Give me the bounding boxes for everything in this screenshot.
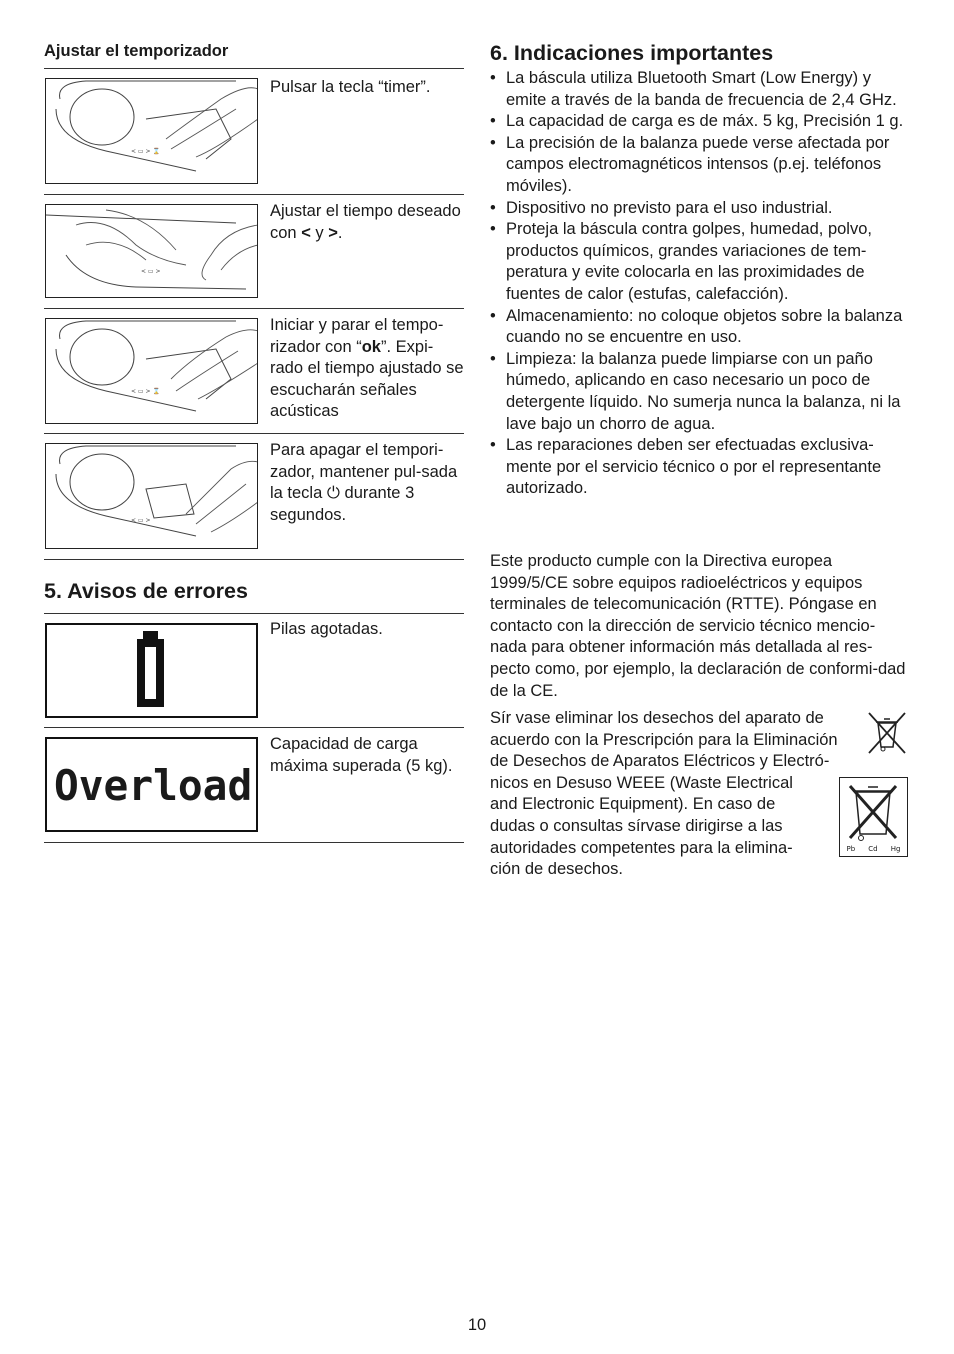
errors-heading: 5. Avisos de errores xyxy=(44,579,248,603)
error-2-description: Capacidad de carga máxima superada (5 kg). xyxy=(270,735,453,775)
page-number: 10 xyxy=(467,1316,487,1334)
weee-line: acuerdo con la Prescripción para la Eliminación xyxy=(490,730,838,749)
weee-line: de Desechos de Aparatos Eléctricos y Electró- xyxy=(490,752,830,771)
step-4-description xyxy=(270,440,465,526)
lcd-overload-display xyxy=(45,737,258,832)
note-item: • Limpieza: la balanza puede limpiarse con un paño húmedo, aplicando en caso necesario un poco de detergente líquido. No sumerja nunca la balanza, ni la lave bajo un chorro de agua. xyxy=(490,349,908,435)
important-notes-heading: 6. Indicaciones importantes xyxy=(490,41,774,65)
divider xyxy=(44,727,464,728)
step-3-text: Iniciar y parar el tempo-rizador con “ok”. Expi-rado el tiempo ajustado se escucharán señales acústicas xyxy=(270,316,464,421)
step-2-text: Ajustar el tiempo deseado con < y >. xyxy=(270,202,461,242)
scale-power-off-illustration xyxy=(45,443,258,549)
divider xyxy=(44,194,464,195)
weee-line: dudas o consultas sírvase dirigirse a las xyxy=(490,816,783,835)
scale-start-stop-illustration xyxy=(45,318,258,424)
mercury-symbol: Hg xyxy=(890,845,901,853)
directive-paragraph: Este producto cumple con la Directiva europea 1999/5/CE sobre equipos radioeléctricos y equipos terminales de telecomunicación (RTTE). Póngase en contacto con la dirección de servicio técnico mencio-nada para obtener información más detallada al res-pecto como, por ejemplo, la declaración de conformi-dad de la CE. xyxy=(490,552,906,700)
weee-paragraph xyxy=(490,708,870,881)
svg-text:< ▭ > ⌛: < ▭ > ⌛ xyxy=(131,148,160,155)
svg-text:< ▭ >: < ▭ > xyxy=(131,517,151,524)
svg-text:< ▭ >: < ▭ > xyxy=(141,268,161,275)
step-3-description xyxy=(270,315,465,423)
note-item: • La báscula utiliza Bluetooth Smart (Low Energy) y emite a través de la banda de frecuencia de 2,4 GHz. xyxy=(490,68,908,111)
overload-text: Overload xyxy=(54,761,253,810)
divider xyxy=(44,559,464,560)
step-2-description xyxy=(270,201,465,244)
weee-line: autoridades competentes para la elimina- xyxy=(490,838,793,857)
scale-adjust-time-illustration xyxy=(45,204,258,298)
weee-line: Sír vase eliminar los desechos del aparato de xyxy=(490,709,824,727)
lcd-battery-empty-display xyxy=(45,623,258,718)
timer-subheading: Ajustar el temporizador xyxy=(44,42,229,60)
divider xyxy=(44,68,464,69)
step-1-text: Pulsar la tecla “timer”. xyxy=(270,78,431,96)
svg-text:< ▭ > ⌛: < ▭ > ⌛ xyxy=(131,388,160,395)
note-item: • La capacidad de carga es de máx. 5 kg, Precisión 1 g. xyxy=(490,111,908,133)
cadmium-symbol: Cd xyxy=(868,845,878,853)
scale-press-timer-illustration xyxy=(45,78,258,184)
step-4-text: Para apagar el tempori-zador, mantener pul-sada la tecla ⏻ durante 3 segundos. xyxy=(270,441,458,524)
note-item: • Dispositivo no previsto para el uso industrial. xyxy=(490,198,908,220)
note-item: • Las reparaciones deben ser efectuadas exclusiva-mente por el servicio técnico o por el representante autorizado. xyxy=(490,435,908,500)
crossed-bin-icon xyxy=(866,711,908,755)
note-item: • Proteja la báscula contra golpes, humedad, polvo, productos químicos, grandes variaciones de tem-peratura y evite colocarla en las proximidades de fuentes de calor (estufas, calefacción). xyxy=(490,219,908,305)
lead-symbol: Pb xyxy=(846,845,856,853)
note-item: • Almacenamiento: no coloque objetos sobre la balanza cuando no se encuentre en uso. xyxy=(490,306,908,349)
weee-line: ción de desechos. xyxy=(490,860,624,879)
divider xyxy=(44,842,464,843)
battery-empty-icon xyxy=(143,631,158,639)
note-item: • La precisión de la balanza puede verse afectada por campos electromagnéticos intensos (p.ej. teléfonos móviles). xyxy=(490,133,908,198)
step-1-description xyxy=(270,77,465,99)
divider xyxy=(44,308,464,309)
weee-line: nicos en Desuso WEEE (Waste Electrical xyxy=(490,773,793,792)
divider xyxy=(44,613,464,614)
error-1-description: Pilas agotadas. xyxy=(270,620,383,638)
battery-disposal-icon xyxy=(839,777,908,857)
notes-list xyxy=(490,68,908,500)
weee-line: and Electronic Equipment). En caso de xyxy=(490,795,776,814)
divider xyxy=(44,433,464,434)
